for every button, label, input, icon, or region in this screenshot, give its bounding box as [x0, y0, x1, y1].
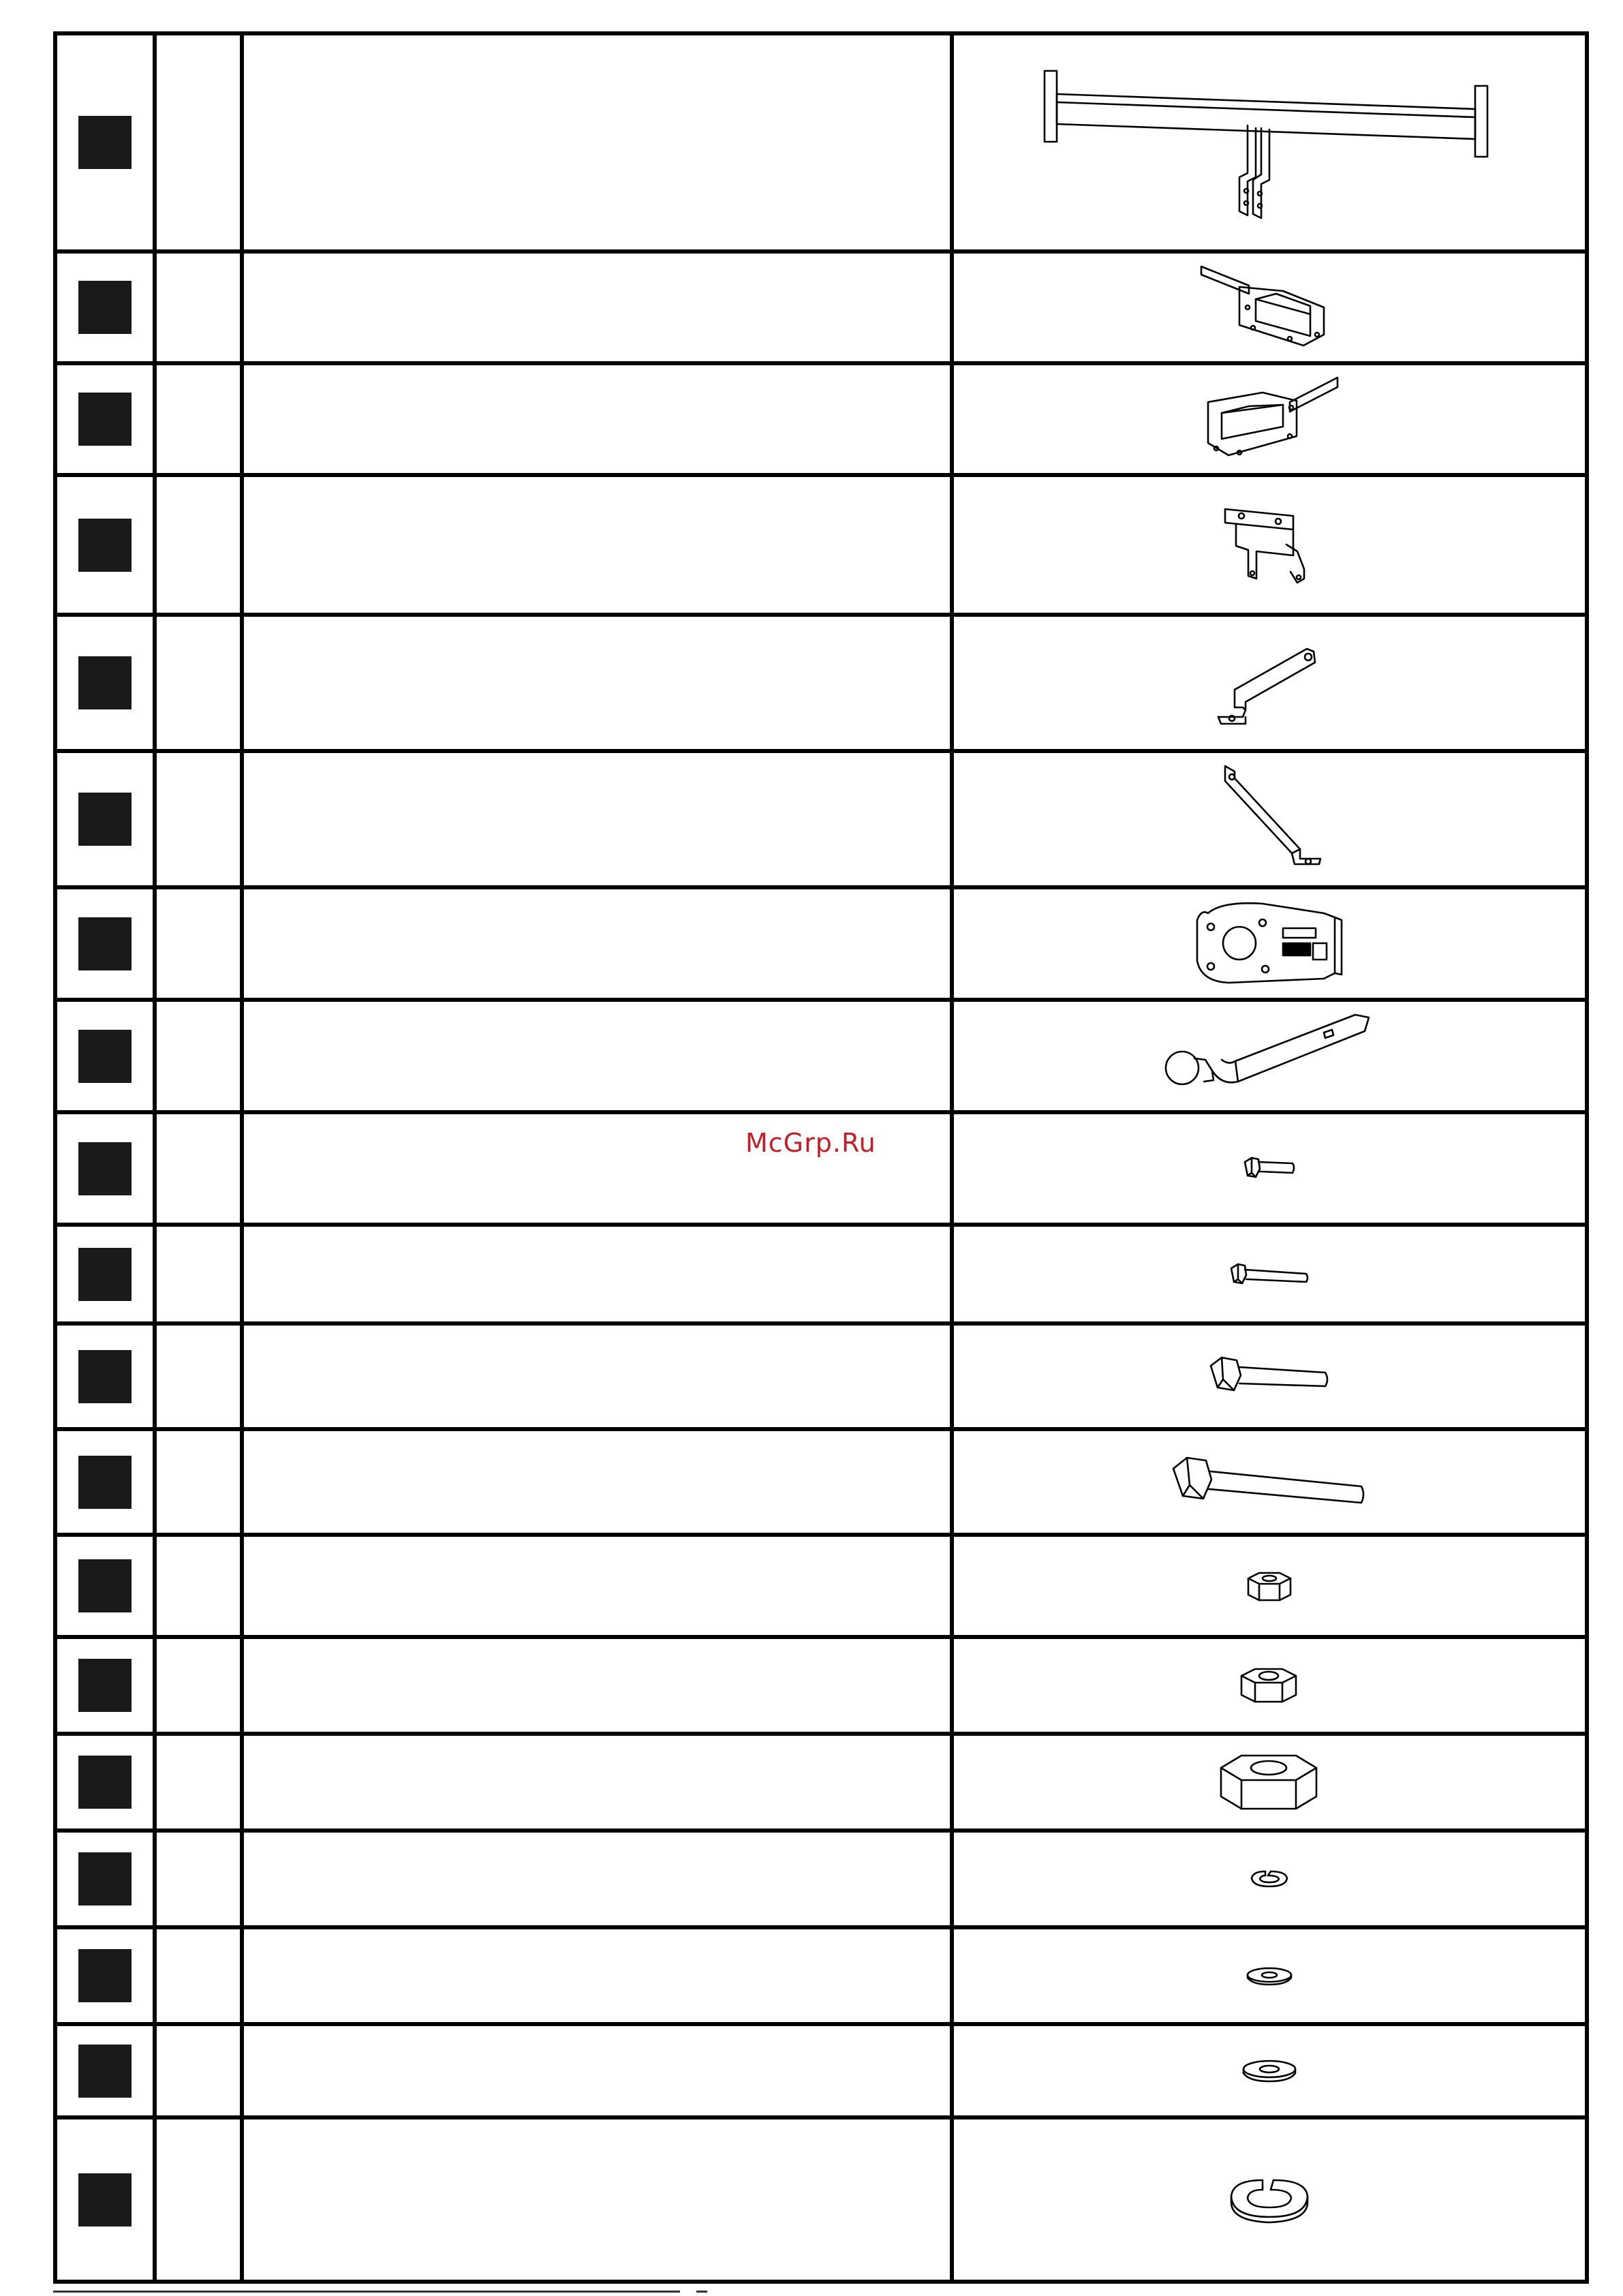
part-number-cell [55, 2117, 155, 2282]
large-bolt-icon [1164, 1441, 1375, 1523]
description-cell [242, 751, 952, 887]
description-cell [242, 1535, 952, 1637]
quantity-cell [155, 615, 242, 751]
part-row [55, 1535, 1587, 1637]
small-spring-washer-icon [1242, 1862, 1297, 1896]
part-number-box [78, 1030, 132, 1083]
quantity-cell [155, 1927, 242, 2024]
quantity-cell [155, 33, 242, 251]
flat-strap-bracket-icon [1205, 628, 1334, 737]
part-row [55, 1225, 1587, 1323]
description-cell [242, 475, 952, 615]
description-cell [242, 1323, 952, 1429]
angled-strap-bracket-icon [1205, 758, 1334, 881]
part-row [55, 1323, 1587, 1429]
part-number-box [78, 2045, 132, 2098]
part-row [55, 2117, 1587, 2282]
footer-rule [53, 2291, 680, 2293]
medium-hex-nut-icon [1232, 1658, 1307, 1713]
part-row [55, 1831, 1587, 1927]
part-row [55, 251, 1587, 363]
part-number-box [78, 393, 132, 446]
large-spring-washer-icon [1222, 2169, 1317, 2231]
part-number-cell [55, 751, 155, 887]
tow-ball-neck-icon [1154, 1005, 1385, 1107]
description-cell [242, 363, 952, 475]
part-number-cell [55, 363, 155, 475]
description-cell [242, 1000, 952, 1112]
quantity-cell [155, 2117, 242, 2282]
part-number-cell [55, 887, 155, 1000]
part-number-cell [55, 615, 155, 751]
part-number-cell [55, 251, 155, 363]
part-image-cell [952, 1734, 1587, 1831]
part-number-cell [55, 475, 155, 615]
description-cell [242, 1637, 952, 1734]
parts-table [53, 31, 1589, 2284]
quantity-cell [155, 2024, 242, 2117]
description-cell [242, 1112, 952, 1225]
part-image-cell [952, 887, 1587, 1000]
quantity-cell [155, 1000, 242, 1112]
part-image-cell [952, 1927, 1587, 2024]
description-cell [242, 615, 952, 751]
description-cell [242, 33, 952, 251]
socket-bracket-icon [1211, 501, 1327, 590]
part-number-cell [55, 1927, 155, 2024]
part-number-cell [55, 1323, 155, 1429]
description-cell [242, 2024, 952, 2117]
part-number-box [78, 1559, 132, 1612]
quantity-cell [155, 751, 242, 887]
part-row [55, 1112, 1587, 1225]
part-number-cell [55, 1225, 155, 1323]
part-number-box [78, 1756, 132, 1809]
part-number-box [78, 1659, 132, 1712]
medium-bolt-icon [1201, 1343, 1338, 1411]
part-image-cell [952, 2117, 1587, 2282]
quantity-cell [155, 1535, 242, 1637]
part-row [55, 363, 1587, 475]
part-number-box [78, 1949, 132, 2002]
part-number-box [78, 1852, 132, 1905]
quantity-cell [155, 475, 242, 615]
part-image-cell [952, 1225, 1587, 1323]
quantity-cell [155, 887, 242, 1000]
part-number-cell [55, 2024, 155, 2117]
part-number-box [78, 1248, 132, 1301]
part-number-box [78, 116, 132, 169]
part-image-cell [952, 2024, 1587, 2117]
part-row [55, 1429, 1587, 1535]
large-hex-nut-icon [1211, 1745, 1327, 1820]
watermark: McGrp.Ru [745, 1128, 876, 1158]
part-row [55, 1734, 1587, 1831]
description-cell [242, 1225, 952, 1323]
part-number-cell [55, 1112, 155, 1225]
part-number-box [78, 917, 132, 970]
right-mounting-bracket-icon [1188, 260, 1351, 355]
part-row [55, 33, 1587, 251]
description-cell [242, 1831, 952, 1927]
part-number-cell [55, 1831, 155, 1927]
part-row [55, 751, 1587, 887]
part-image-cell [952, 475, 1587, 615]
part-number-box [78, 656, 132, 709]
quantity-cell [155, 1831, 242, 1927]
part-image-cell [952, 751, 1587, 887]
part-number-cell [55, 1734, 155, 1831]
part-image-cell [952, 1323, 1587, 1429]
quantity-cell [155, 1323, 242, 1429]
short-small-bolt-icon [1235, 1148, 1303, 1189]
description-cell [242, 251, 952, 363]
part-image-cell [952, 1831, 1587, 1927]
part-row [55, 1927, 1587, 2024]
part-number-cell [55, 1535, 155, 1637]
long-small-bolt-icon [1222, 1251, 1317, 1298]
description-cell [242, 887, 952, 1000]
part-image-cell [952, 615, 1587, 751]
medium-flat-washer-icon [1235, 2053, 1303, 2090]
part-number-box [78, 519, 132, 572]
part-row [55, 1000, 1587, 1112]
part-number-box [78, 1350, 132, 1403]
tow-bar-crossmember-icon [1031, 57, 1508, 228]
part-row [55, 887, 1587, 1000]
part-image-cell [952, 251, 1587, 363]
part-image-cell [952, 33, 1587, 251]
quantity-cell [155, 1225, 242, 1323]
part-image-cell [952, 1000, 1587, 1112]
part-row [55, 1637, 1587, 1734]
small-flat-washer-icon [1239, 1959, 1300, 1993]
part-image-cell [952, 1429, 1587, 1535]
part-number-box [78, 1456, 132, 1509]
small-hex-nut-icon [1239, 1562, 1300, 1610]
left-mounting-bracket-icon [1188, 368, 1351, 470]
quantity-cell [155, 363, 242, 475]
part-image-cell [952, 1535, 1587, 1637]
part-number-box [78, 793, 132, 846]
part-image-cell [952, 1637, 1587, 1734]
quantity-cell [155, 251, 242, 363]
quantity-cell [155, 1112, 242, 1225]
part-number-cell [55, 33, 155, 251]
part-number-box [78, 1142, 132, 1195]
part-row [55, 475, 1587, 615]
description-cell [242, 2117, 952, 2282]
description-cell [242, 1429, 952, 1535]
part-row [55, 615, 1587, 751]
description-cell [242, 1734, 952, 1831]
footer-mark [696, 2291, 707, 2293]
part-number-cell [55, 1637, 155, 1734]
part-row [55, 2024, 1587, 2117]
part-number-box [78, 2173, 132, 2226]
description-cell [242, 1927, 952, 2024]
quantity-cell [155, 1734, 242, 1831]
part-number-cell [55, 1429, 155, 1535]
part-image-cell [952, 1112, 1587, 1225]
quantity-cell [155, 1637, 242, 1734]
quantity-cell [155, 1429, 242, 1535]
part-image-cell [952, 363, 1587, 475]
part-number-cell [55, 1000, 155, 1112]
part-number-box [78, 281, 132, 334]
socket-plate-icon [1181, 893, 1358, 995]
